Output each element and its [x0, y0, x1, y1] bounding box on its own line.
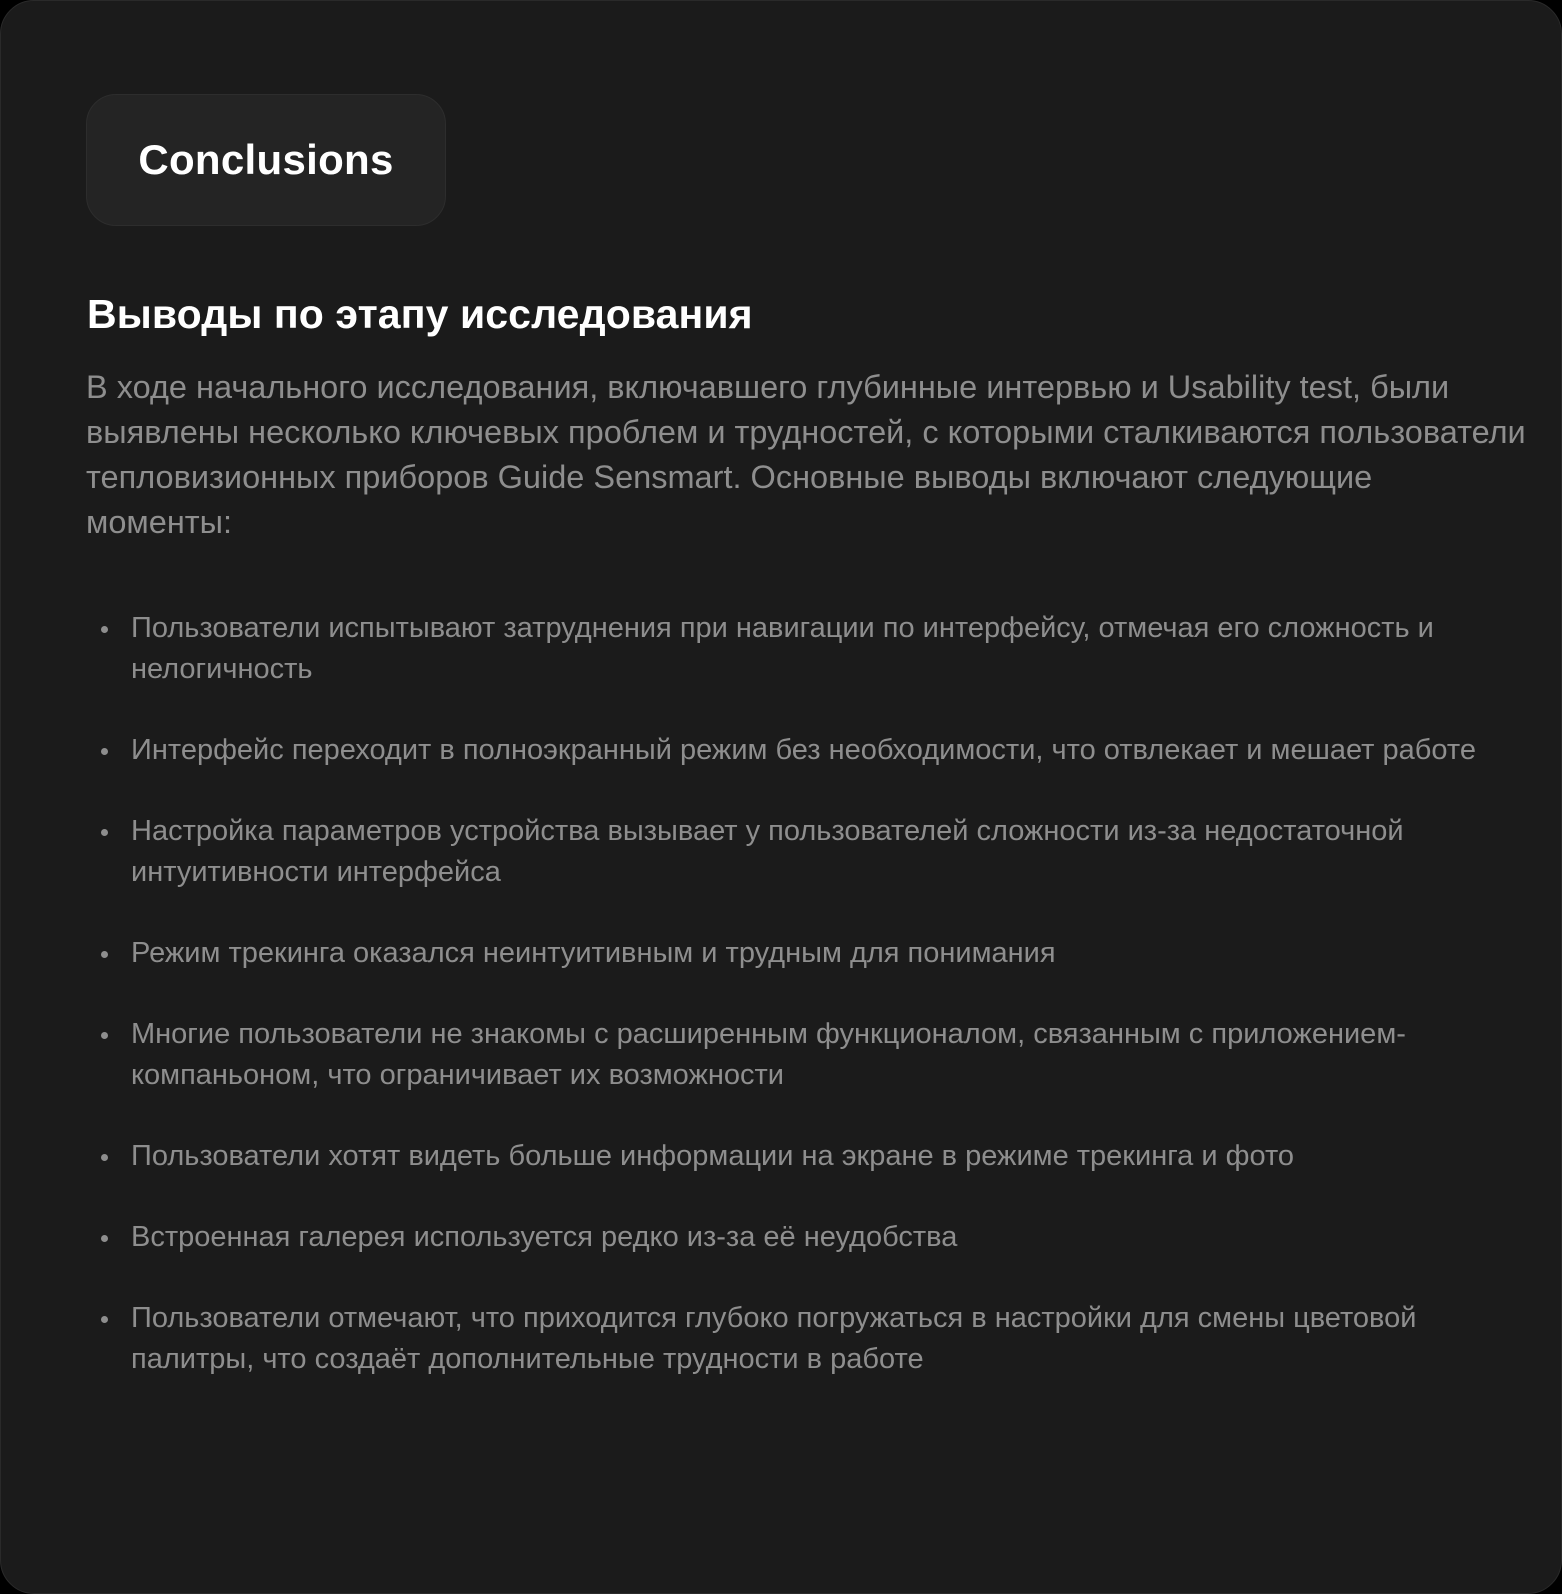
bullet-icon	[101, 1154, 108, 1161]
list-item	[101, 730, 1521, 771]
bullet-icon	[101, 1032, 108, 1039]
section-title: Выводы по этапу исследования	[87, 291, 753, 337]
list-item-text: Настройка параметров устройства вызывает у пользователей сложности из-за недостаточной интуитивности интерфейса	[131, 815, 1404, 888]
list-item	[101, 1298, 1521, 1380]
list-item-text: Многие пользователи не знакомы с расширенным функционалом, связанным с приложением-компаньоном, что ограничивает их возможности	[131, 1018, 1406, 1091]
bullet-icon	[101, 1316, 108, 1323]
bullet-icon	[101, 748, 108, 755]
list-item-text: Встроенная галерея используется редко из-за её неудобства	[131, 1221, 958, 1253]
bullet-icon	[101, 626, 108, 633]
bullet-icon	[101, 1235, 108, 1242]
list-item-text: Пользователи отмечают, что приходится глубоко погружаться в настройки для смены цветовой палитры, что создаёт дополнительные трудности в работе	[131, 1302, 1417, 1375]
list-item	[101, 1014, 1521, 1096]
list-item	[101, 811, 1521, 893]
list-item-text: Интерфейс переходит в полноэкранный режим без необходимости, что отвлекает и мешает работе	[131, 734, 1476, 766]
list-item	[101, 608, 1521, 690]
bullet-icon	[101, 951, 108, 958]
findings-list	[101, 608, 1521, 1420]
bullet-icon	[101, 829, 108, 836]
list-item-text: Пользователи испытывают затруднения при навигации по интерфейсу, отмечая его сложность и нелогичность	[131, 612, 1434, 685]
list-item-text: Пользователи хотят видеть больше информации на экране в режиме трекинга и фото	[131, 1140, 1295, 1172]
list-item	[101, 933, 1521, 974]
intro-paragraph: В ходе начального исследования, включавшего глубинные интервью и Usability test, были выявлены несколько ключевых проблем и трудностей, с которыми сталкиваются пользователи тепловизионных приборов Guide Sensmart. Основные выводы включают следующие моменты:	[86, 369, 1526, 540]
list-item	[101, 1217, 1521, 1258]
list-item	[101, 1136, 1521, 1177]
badge-label: Conclusions	[138, 136, 394, 183]
list-item-text: Режим трекинга оказался неинтуитивным и трудным для понимания	[131, 937, 1056, 969]
section-badge	[86, 94, 446, 226]
